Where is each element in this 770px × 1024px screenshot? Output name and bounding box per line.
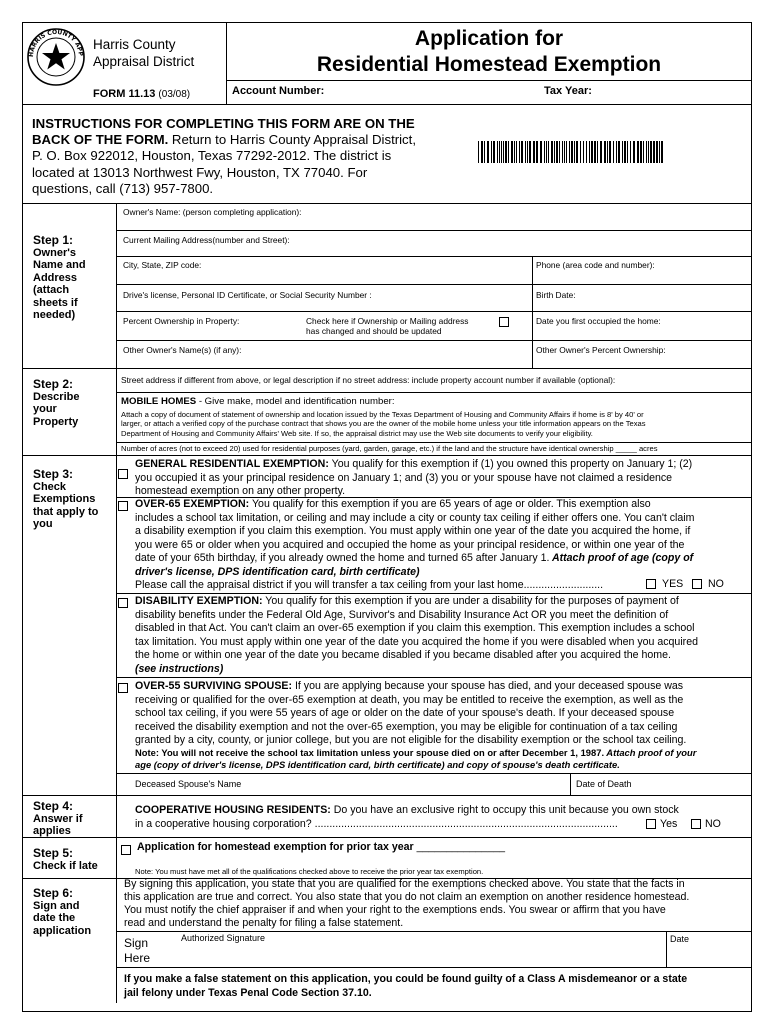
- ceiling-yes-label: YES: [662, 578, 684, 590]
- disability-exemption-text: DISABILITY EXEMPTION: You qualify for this exemption if you are under a disability for the purposes of payment of disability benefits under the Federal Old Age, Survivor's and Disability Insurance Act OR you meet the definition of disabled in that Act. You can't claim an over-65 exemption if you claim this exemption. This exemption includes a school tax limitation. You must apply within one year of the date you acquired the home if you were disabled when you acquired the home or within one year of the date you became disabled if you became disabled after you acquired the home. (see instructions): [135, 595, 698, 675]
- percent-ownership-field[interactable]: Percent Ownership in Property:: [123, 316, 240, 326]
- acres-field[interactable]: Number of acres (not to exceed 20) used for residential purposes (yard, garden, garage, etc.) if the land and the structure have identical ownership _____ acres: [121, 444, 658, 453]
- coop-yes-label: Yes: [660, 818, 678, 830]
- agency-name-line2: Appraisal District: [93, 54, 195, 69]
- check-here-label-1: Check here if Ownership or Mailing address: [306, 316, 469, 326]
- ceiling-no-checkbox[interactable]: [692, 579, 702, 589]
- coop-no-checkbox[interactable]: [691, 819, 701, 829]
- other-owners-field[interactable]: Other Owner's Name(s) (if any):: [123, 345, 242, 355]
- coop-yes-checkbox[interactable]: [646, 819, 656, 829]
- account-number-label: Account Number:: [232, 85, 325, 97]
- step1-heading: Step 1: Owner's Name and Address (attach sheets if needed): [33, 233, 86, 322]
- street-address-field[interactable]: Street address if different from above, or legal description if no street address: include property account number if available (optional):: [121, 375, 616, 385]
- hcad-seal: [26, 26, 86, 88]
- signature-field[interactable]: [117, 932, 665, 966]
- drivers-license-field[interactable]: Drive's license, Personal ID Certificate, or Social Security Number :: [123, 290, 372, 300]
- date-of-death-field[interactable]: Date of Death: [576, 779, 632, 789]
- date-first-occupied-field[interactable]: Date you first occupied the home:: [536, 316, 661, 326]
- date-signed-field[interactable]: [667, 932, 751, 966]
- over65-exemption-checkbox[interactable]: [118, 501, 128, 511]
- form-title-line2: Residential Homestead Exemption: [316, 53, 662, 76]
- city-state-zip-field[interactable]: City, State, ZIP code:: [123, 260, 202, 270]
- tax-year-label: Tax Year:: [544, 85, 592, 97]
- penalty-warning: If you make a false statement on this application, you could be found guilty of a Class A misdemeanor or a state jail felony under Texas Penal Code Section 37.10.: [124, 973, 688, 999]
- prior-year-note: Note: You must have met all of the qualifications checked above to receive the prior year tax exemption.: [135, 867, 484, 876]
- barcode: [478, 141, 666, 163]
- mailing-address-field[interactable]: Current Mailing Address(number and Street):: [123, 235, 290, 245]
- form-title-line1: Application for: [414, 27, 564, 50]
- over55-spouse-text: OVER-55 SURVIVING SPOUSE: If you are applying because your spouse has died, and your deceased spouse was receiving or qualified for the over-65 exemption at death, you may be entitled to receive the exemption, as well as the school tax ceiling, if you were 55 years of age or older on the date of your spouse's death. If your deceased spouse received the disability exemption and not the over-65 exemption, you may be eligible for continuation of a tax ceiling granted by a city, county, or junior college, but you are not eligible for the disability exemption or the school tax ceiling.: [135, 680, 687, 746]
- mobile-homes-field[interactable]: MOBILE HOMES - Give make, model and identification number:: [121, 396, 395, 407]
- agency-name-line1: Harris County: [93, 37, 176, 52]
- star-seal-icon: [26, 26, 86, 88]
- step2-heading: Step 2: Describe your Property: [33, 377, 80, 428]
- other-owner-percent-field[interactable]: Other Owner's Percent Ownership:: [536, 345, 666, 355]
- phone-field[interactable]: Phone (area code and number):: [536, 260, 655, 270]
- sign-here-label: Sign Here: [124, 936, 151, 965]
- authorized-signature-label: Authorized Signature: [181, 933, 266, 943]
- step3-heading: Step 3: Check Exemptions that apply to you: [33, 467, 99, 531]
- cooperative-housing-text: COOPERATIVE HOUSING RESIDENTS: Do you have an exclusive right to occupy this unit because you own stock in a cooperative housing corporation? .......................................................................................................: [135, 804, 679, 830]
- affirmation-text: By signing this application, you state that you are qualified for the exemptions checked above. You state that the facts in this application are true and correct. You also state that you do not claim an exemption on another residence homestead. You must notify the chief appraiser if and when your right to the exemptions ends. You swear or affirm that you have read and understand the penalty for filing a false statement.: [124, 878, 690, 929]
- mobile-homes-attach-note: Attach a copy of document of statement of ownership and location issued by the Texas Department of Housing and Community Affairs if home is 8' by 40' or larger, or attach a verified copy of the purchase contract that shows you are the owner of the mobile home unless your title information appears on the Texas Department of Housing and Community Affairs' Web site. If so, the appraisal district may use the Web site documents to verify your eligibility.: [121, 410, 646, 438]
- step4-heading: Step 4: Answer if applies: [33, 799, 83, 838]
- over65-exemption-text: OVER-65 EXEMPTION: You qualify for this exemption if you are 65 years of age or older. This exemption also includes a school tax limitation, or ceiling and may include a city or county tax ceiling if either offers one. You can't claim a disability exemption if you claim this exemption. You must apply within one year of the date you acquired the home, if you were 65 or older when you acquired and occupied the home as your principal residence, or within one year of the date of your 65th birthday, if you already owned the home and turned 65 after January 1. Attach proof of age (copy of driver's license, DPS identification card, birth certificate) Please call the appraisal district if you will transfer a tax ceiling from your last home...........................: [135, 498, 695, 591]
- owner-name-field[interactable]: Owner's Name: (person completing application):: [123, 207, 302, 217]
- barcode-icon: [478, 141, 666, 163]
- step6-heading: Step 6: Sign and date the application: [33, 886, 92, 937]
- ceiling-no-label: NO: [708, 578, 724, 590]
- over55-note: Note: You will not receive the school tax limitation unless your spouse died on or after December 1, 1987. Attach proof of your age (copy of driver's license, DPS identification card, birth certificate) and copy of spouse's death certificate.: [135, 747, 697, 770]
- step5-heading: Step 5: Check if late: [33, 846, 98, 872]
- birth-date-field[interactable]: Birth Date:: [536, 290, 576, 300]
- prior-year-label: Application for homestead exemption for prior tax year _______________: [137, 841, 506, 853]
- prior-year-checkbox[interactable]: [121, 845, 131, 855]
- instructions-block: INSTRUCTIONS FOR COMPLETING THIS FORM ARE ON THE BACK OF THE FORM. Return to Harris County Appraisal District, P. O. Box 922012, Houston, Texas 77292-2012. The district is located at 13013 Northwest Fwy, Houston, TX 77040. For questions, call (713) 957-7800.: [32, 116, 416, 196]
- over55-spouse-checkbox[interactable]: [118, 683, 128, 693]
- ceiling-yes-checkbox[interactable]: [646, 579, 656, 589]
- address-changed-checkbox[interactable]: [499, 317, 509, 327]
- deceased-spouse-name-field[interactable]: Deceased Spouse's Name: [135, 779, 242, 789]
- check-here-label-2: has changed and should be updated: [306, 326, 442, 336]
- form-number: FORM 11.13 (03/08): [93, 88, 191, 100]
- general-exemption-checkbox[interactable]: [118, 469, 128, 479]
- general-exemption-text: GENERAL RESIDENTIAL EXEMPTION: You qualify for this exemption if (1) you owned this property on January 1; (2) you occupied it as your principal residence on January 1; and (3) you or your spouse have not claimed a residence homestead exemption on any other property.: [135, 458, 693, 497]
- coop-no-label: NO: [705, 818, 721, 830]
- date-label: Date: [670, 934, 690, 944]
- svg-text:HARRIS COUNTY APPRAISAL DISTRI: HARRIS COUNTY APP: [27, 28, 85, 58]
- disability-exemption-checkbox[interactable]: [118, 598, 128, 608]
